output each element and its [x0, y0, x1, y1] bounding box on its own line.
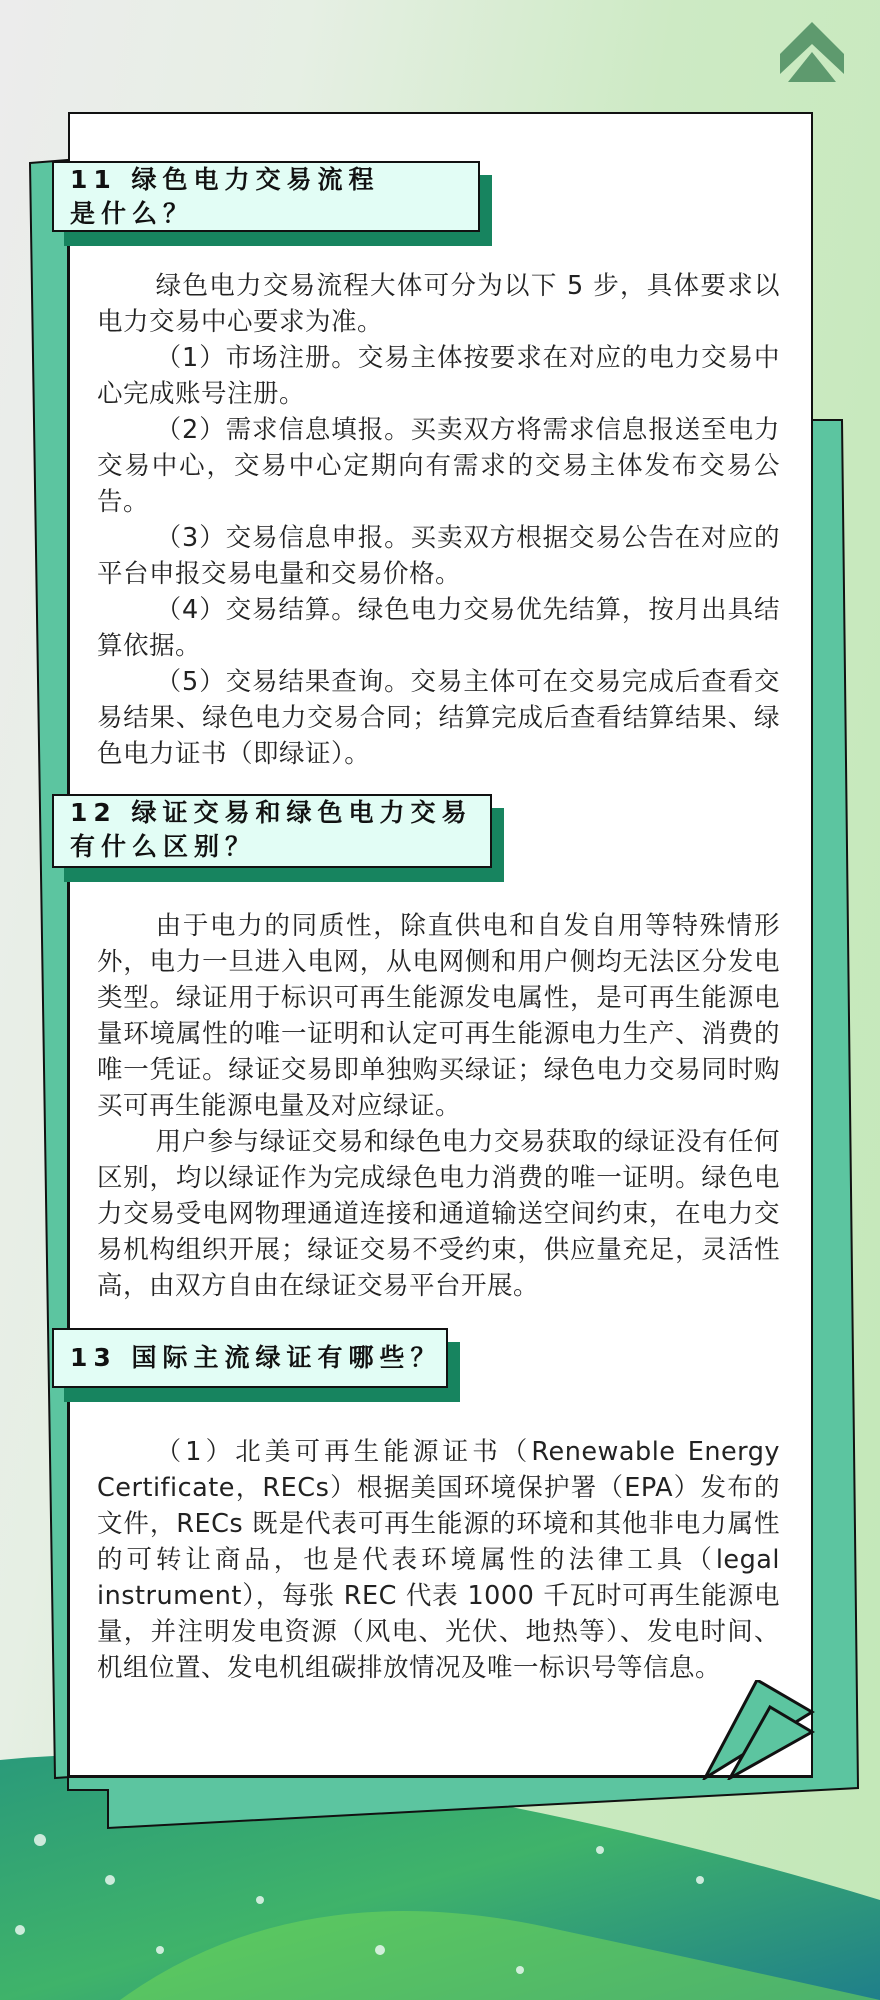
section-header-12	[52, 794, 492, 868]
section-body-13	[97, 1434, 780, 1686]
paragraph: （1）市场注册。交易主体按要求在对应的电力交易中心完成账号注册。	[97, 343, 780, 409]
section-title-line2: 是什么？	[70, 199, 195, 228]
section-title-line1: 13 国际主流绿证有哪些？	[70, 1343, 442, 1372]
paragraph: （3）交易信息申报。买卖双方根据交易公告在对应的平台申报交易电量和交易价格。	[97, 523, 780, 589]
paragraph: （4）交易结算。绿色电力交易优先结算，按月出具结算依据。	[97, 595, 780, 661]
section-title-line1: 11 绿色电力交易流程	[70, 165, 380, 194]
section-body-12	[97, 908, 780, 1304]
section-header-13	[52, 1328, 448, 1388]
paragraph: 由于电力的同质性，除直供电和自发自用等特殊情形外，电力一旦进入电网，从电网侧和用户侧均无法区分发电类型。绿证用于标识可再生能源发电属性，是可再生能源电量环境属性的唯一证明和认定可再生能源电力生产、消费的唯一凭证。绿证交易即单独购买绿证；绿色电力交易同时购买可再生能源电量及对应绿证。	[97, 911, 780, 1121]
paragraph: 绿色电力交易流程大体可分为以下 5 步，具体要求以电力交易中心要求为准。	[97, 271, 780, 337]
content-flow	[52, 161, 812, 1686]
section-header-11	[52, 161, 480, 232]
paragraph: 用户参与绿证交易和绿色电力交易获取的绿证没有任何区别，均以绿证作为完成绿色电力消费的唯一证明。绿色电力交易受电网物理通道连接和通道输送空间约束，在电力交易机构组织开展；绿证交易不受约束，供应量充足，灵活性高，由双方自由在绿证交易平台开展。	[97, 1127, 780, 1301]
section-title-line2: 有什么区别？	[70, 832, 257, 861]
paragraph: （5）交易结果查询。交易主体可在交易完成后查看交易结果、绿色电力交易合同；结算完成后查看结算结果、绿色电力证书（即绿证）。	[97, 667, 780, 769]
section-title-line1: 12 绿证交易和绿色电力交易	[70, 798, 473, 827]
paragraph: （2）需求信息填报。买卖双方将需求信息报送至电力交易中心，交易中心定期向有需求的交易主体发布交易公告。	[97, 415, 780, 517]
paragraph: （1）北美可再生能源证书（Renewable Energy Certificate，RECs）根据美国环境保护署（EPA）发布的文件，RECs 既是代表可再生能源的环境和其他非电力属性的可转让商品，也是代表环境属性的法律工具（legal instrument），每张 REC 代表 1000 千瓦时可再生能源电量，并注明发电资源（风电、光伏、地热等）、发电时间、机组位置、发电机组碳排放情况及唯一标识号等信息。	[97, 1437, 780, 1683]
section-body-11	[97, 268, 780, 772]
page-corner-fold-icon	[700, 1680, 815, 1780]
